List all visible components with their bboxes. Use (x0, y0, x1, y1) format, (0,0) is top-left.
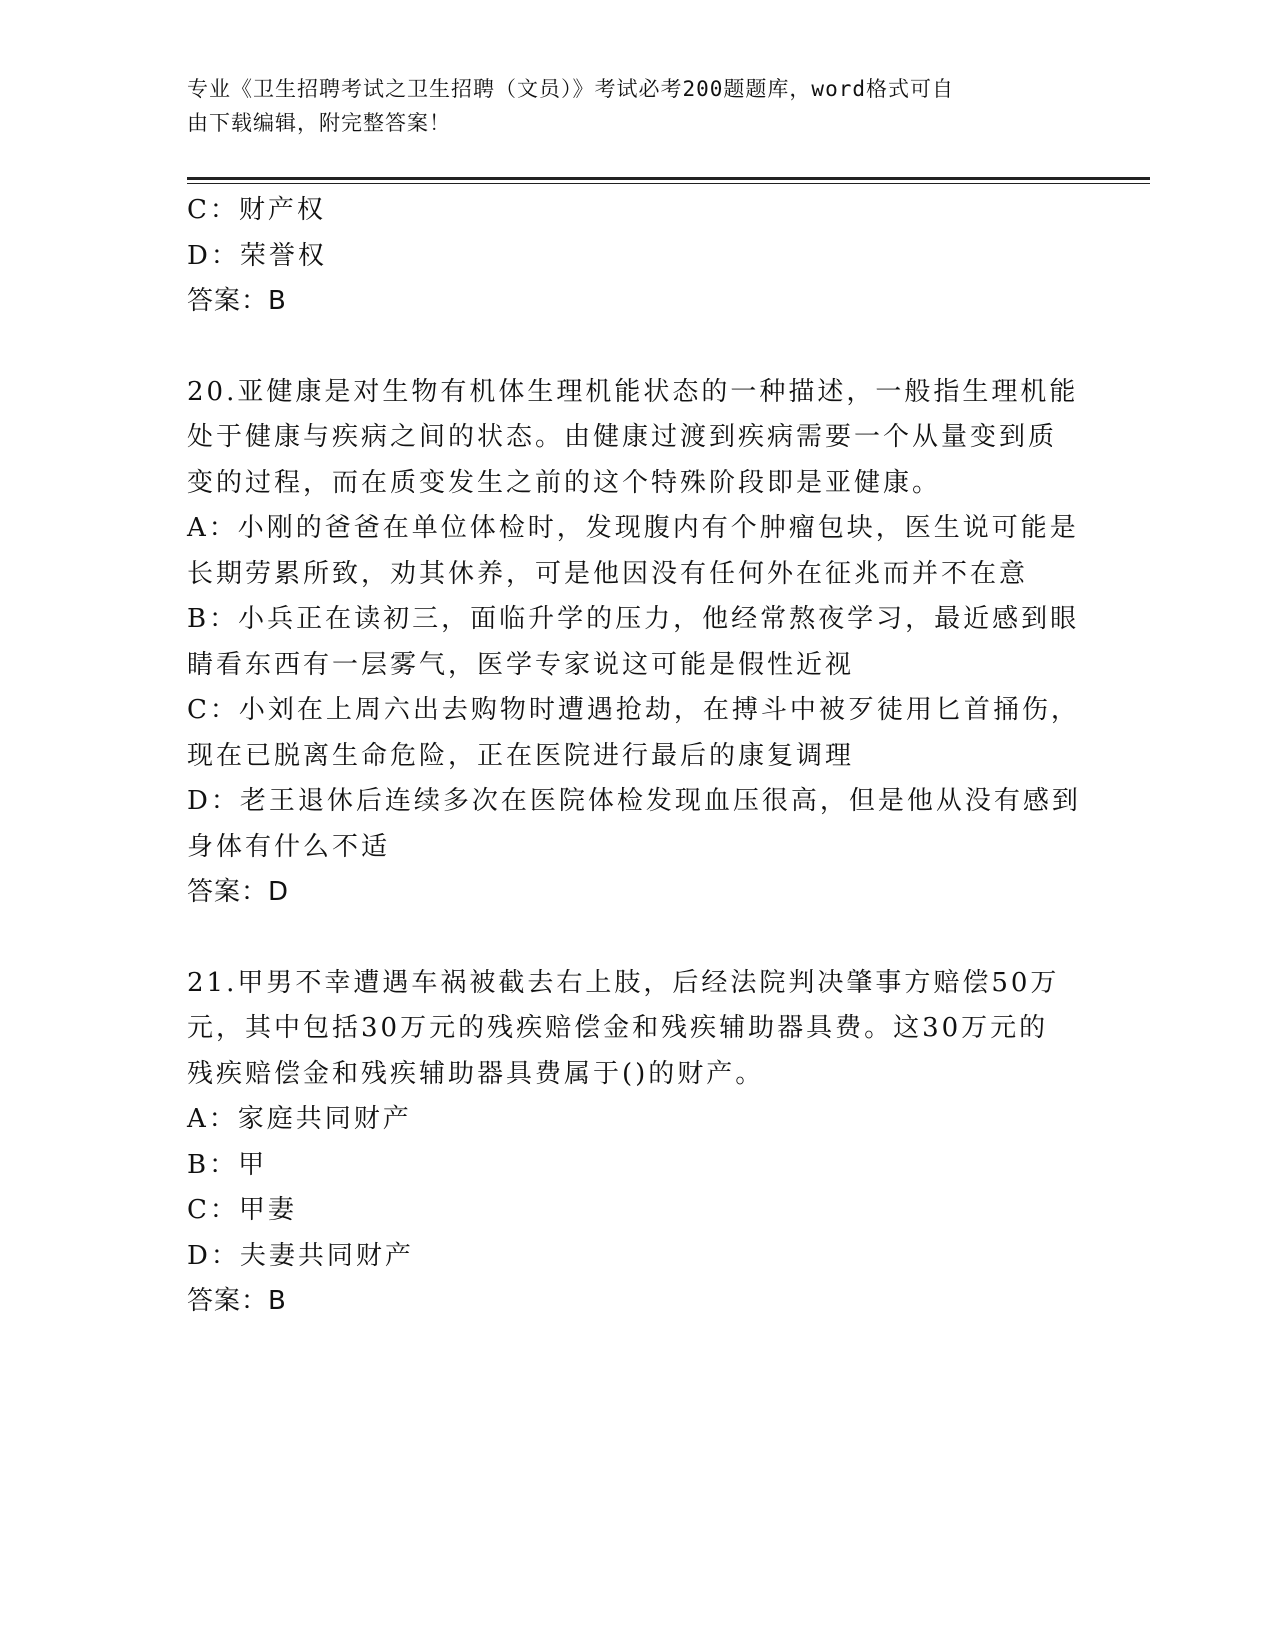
question-stem-line: 21.甲男不幸遭遇车祸被截去右上肢，后经法院判决肇事方赔偿50万 (187, 967, 1060, 998)
option-d: D：夫妻共同财产 (187, 1240, 414, 1271)
option-a: A：家庭共同财产 (187, 1104, 412, 1134)
option-b-continued: 睛看东西有一层雾气，医学专家说这可能是假性近视 (187, 649, 855, 680)
question-stem-line: 处于健康与疾病之间的状态。由健康过渡到疾病需要一个从量变到质 (187, 422, 1058, 452)
option-c: C：小刘在上周六出去购物时遭遇抢劫，在搏斗中被歹徒用匕首捅伤， (187, 695, 1080, 725)
header-rule-thick (187, 177, 1150, 180)
question-stem-line: 变的过程，而在质变发生之前的这个特殊阶段即是亚健康。 (187, 467, 942, 498)
option-c: C：甲妻 (187, 1195, 297, 1225)
option-a: A：小刚的爸爸在单位体检时，发现腹内有个肿瘤包块，医生说可能是 (187, 513, 1079, 543)
header-line: 专业《卫生招聘考试之卫生招聘（文员）》考试必考200题题库，word格式可自 (187, 77, 954, 101)
answer-line: 答案：B (187, 286, 287, 316)
option-d-continued: 身体有什么不适 (187, 831, 391, 862)
question-stem-line: 残疾赔偿金和残疾辅助器具费属于()的财产。 (187, 1058, 765, 1089)
option-b: B：小兵正在读初三，面临升学的压力，他经常熬夜学习，最近感到眼 (187, 604, 1080, 634)
spacer (187, 325, 1087, 370)
question-21 (187, 961, 1087, 1325)
answer-line: 答案：D (187, 877, 290, 907)
previous-question-tail (187, 188, 1087, 325)
document-header (187, 72, 1067, 140)
question-content (187, 188, 1087, 1325)
header-rule-thin (187, 183, 1150, 184)
question-stem-line: 元，其中包括30万元的残疾赔偿金和残疾辅助器具费。这30万元的 (187, 1013, 1049, 1043)
spacer (187, 916, 1087, 961)
option-d: D：荣誉权 (187, 240, 327, 271)
option-b: B：甲 (187, 1149, 268, 1180)
option-c-continued: 现在已脱离生命危险，正在医院进行最后的康复调理 (187, 740, 855, 771)
answer-line: 答案：B (187, 1286, 287, 1316)
option-a-continued: 长期劳累所致，劝其休养，可是他因没有任何外在征兆而并不在意 (187, 558, 1029, 589)
question-20 (187, 370, 1087, 916)
header-line: 由下载编辑，附完整答案！ (187, 111, 451, 135)
option-d: D：老王退休后连续多次在医院体检发现血压很高，但是他从没有感到 (187, 786, 1081, 816)
option-c: C：财产权 (187, 195, 326, 225)
question-stem-line: 20.亚健康是对生物有机体生理机能状态的一种描述，一般指生理机能 (187, 376, 1079, 407)
